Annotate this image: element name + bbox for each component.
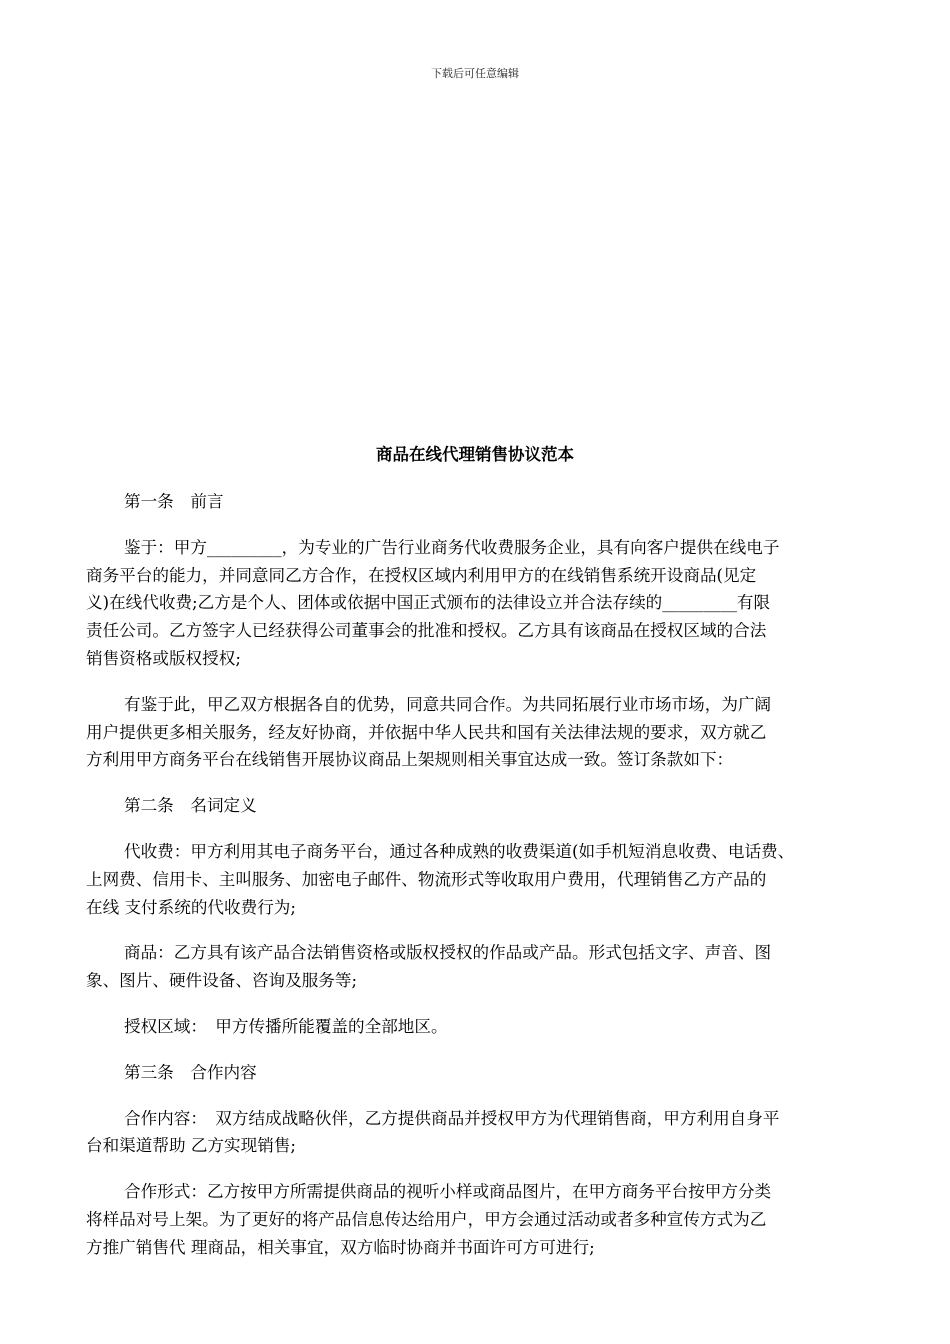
text-line: 鉴于：甲方_________，为专业的广告行业商务代收费服务企业，具有向客户提供在线电子 xyxy=(124,537,780,557)
text-line: 销售资格或版权授权; xyxy=(86,648,241,668)
text-line: 方推广销售代 理商品，相关事宜，双方临时协商并书面许可方可进行; xyxy=(86,1237,595,1257)
text-line: 象、图片、硬件设备、咨询及服务等; xyxy=(86,971,358,991)
section-2-paragraph-2 xyxy=(86,939,886,995)
header-note: 下载后可任意编辑 xyxy=(431,67,519,80)
section-3-paragraph-1 xyxy=(86,1105,886,1161)
text-line: 合作内容： 双方结成战略伙伴，乙方提供商品并授权甲方为代理销售商，甲方利用自身平 xyxy=(124,1108,780,1128)
text-line: 授权区域： 甲方传播所能覆盖的全部地区。 xyxy=(124,1016,448,1036)
text-line: 商务平台的能力，并同意同乙方合作，在授权区域内利用甲方的在线销售系统开设商品(见定 xyxy=(86,565,757,585)
section-3-heading: 第三条 合作内容 xyxy=(124,1062,257,1082)
section-1-heading: 第一条 前言 xyxy=(124,492,224,511)
text-line: 义)在线代收费;乙方是个人、团体或依据中国正式颁布的法律设立并合法存续的_________有限 xyxy=(86,593,771,613)
text-line: 代收费：甲方利用其电子商务平台，通过各种成熟的收费渠道(如手机短消息收费、电话费、 xyxy=(124,841,795,861)
text-line: 商品：乙方具有该产品合法销售资格或版权授权的作品或产品。形式包括文字、声音、图 xyxy=(124,943,772,963)
text-line: 合作形式：乙方按甲方所需提供商品的视听小样或商品图片，在甲方商务平台按甲方分类 xyxy=(124,1182,772,1202)
section-2-heading: 第二条 名词定义 xyxy=(124,796,257,816)
text-line: 方利用甲方商务平台在线销售开展协议商品上架规则相关事宜达成一致。签订条款如下： xyxy=(86,750,734,770)
section-1-paragraph-2 xyxy=(86,691,886,774)
section-2-paragraph-3 xyxy=(86,1013,886,1041)
text-line: 台和渠道帮助 乙方实现销售; xyxy=(86,1136,296,1156)
text-line: 有鉴于此，甲乙双方根据各自的优势，同意共同合作。为共同拓展行业市场市场，为广阔 xyxy=(124,694,772,714)
text-line: 用户提供更多相关服务，经友好协商，并依据中华人民共和国有关法律法规的要求，双方就乙 xyxy=(86,722,767,742)
section-3-paragraph-2 xyxy=(86,1178,886,1261)
document-body xyxy=(86,488,886,1280)
text-line: 在线 支付系统的代收费行为; xyxy=(86,897,296,917)
text-line: 责任公司。乙方签字人已经获得公司董事会的批准和授权。乙方具有该商品在授权区域的合法 xyxy=(86,621,767,641)
section-1-paragraph-1 xyxy=(86,534,886,673)
text-line: 上网费、信用卡、主叫服务、加密电子邮件、物流形式等收取用户费用，代理销售乙方产品的 xyxy=(86,869,767,889)
section-2-paragraph-1 xyxy=(86,838,886,921)
document-title: 商品在线代理销售协议范本 xyxy=(376,445,574,464)
text-line: 将样品对号上架。为了更好的将产品信息传达给用户，甲方会通过活动或者多种宣传方式为乙 xyxy=(86,1209,767,1229)
